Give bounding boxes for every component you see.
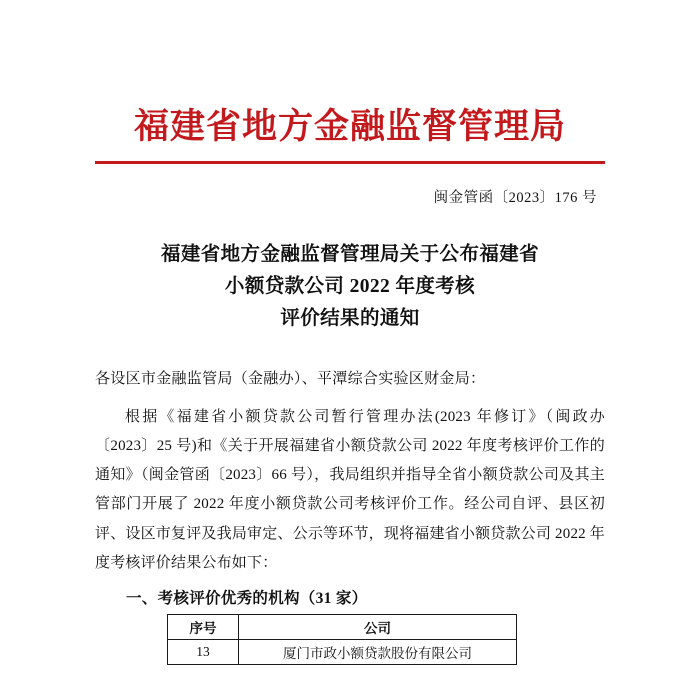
document-salutation: 各设区市金融监管局（金融办）、平潭综合实验区财金局： xyxy=(95,371,486,388)
title-line-3: 评价结果的通知 xyxy=(280,307,420,329)
section-heading: 一、考核评价优秀的机构（31 家） xyxy=(126,590,368,608)
table-row xyxy=(168,640,517,665)
table-header-index: 序号 xyxy=(168,615,239,640)
document-title xyxy=(95,239,605,336)
table-header-company: 公司 xyxy=(239,615,517,640)
results-table xyxy=(167,614,517,665)
masthead-rule xyxy=(95,161,605,164)
document-masthead: 福建省地方金融监督管理局 xyxy=(133,107,566,146)
table-header-row xyxy=(168,615,517,640)
body-paragraph-1: 根据《福建省小额贷款公司暂行管理办法(2023 年修订》（闽政办〔2023〕25 号)和《关于开展福建省小额贷款公司 2022 年度考核评价工作的通知》（闽金管函〔2023〕66 号），我局组织并指导全省小额贷款公司及其主管部门开展了 2022 年度小额贷款公司考核评价工作。经公司自评、县区初评、设区市复评及我局审定、公示等环节，现将福建省小额贷款公司 2022 年度考核评价结果公布如下： xyxy=(95,408,605,571)
title-line-2: 小额贷款公司 2022 年度考核 xyxy=(224,275,476,297)
document-content xyxy=(95,0,605,694)
table-cell-index: 13 xyxy=(168,640,239,665)
title-line-1: 福建省地方金融监督管理局关于公布福建省 xyxy=(160,243,540,265)
table-cell-company: 厦门市政小额贷款股份有限公司 xyxy=(239,640,517,665)
document-number: 闽金管函〔2023〕176 号 xyxy=(433,189,597,206)
